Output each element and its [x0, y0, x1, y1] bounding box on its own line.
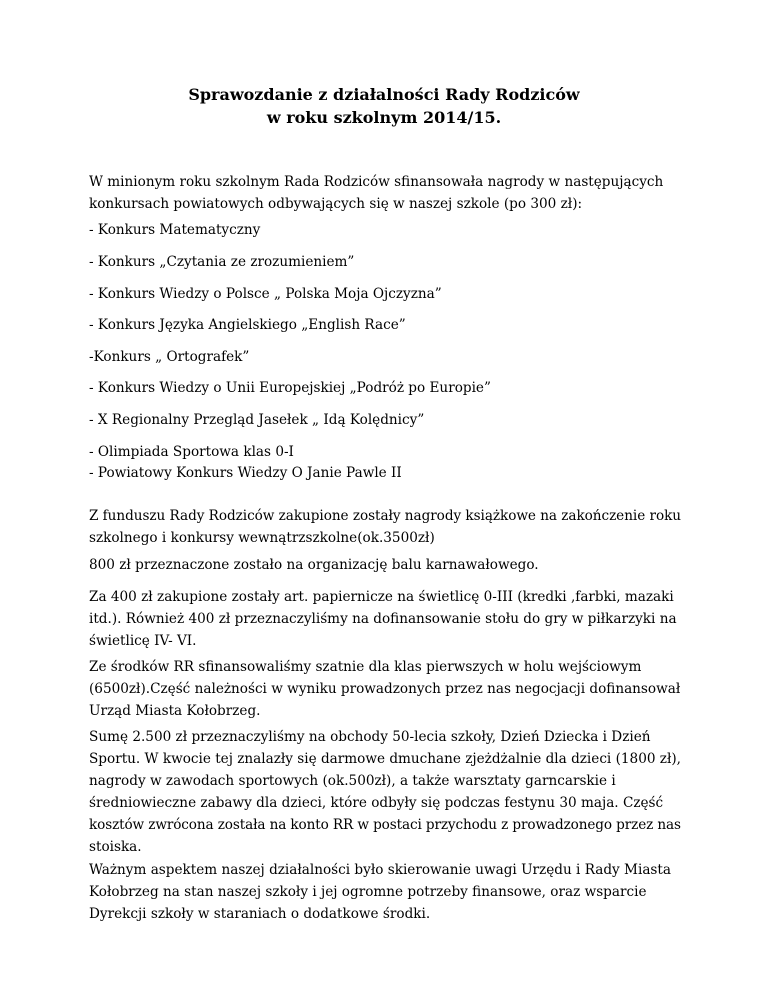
books-line-1: Z funduszu Rady Rodziców zakupione zostały nagrody książkowe na zakończenie roku	[89, 508, 681, 524]
stationery-line-1: Za 400 zł zakupione zostały art. papiernicze na świetlicę 0-III (kredki ,farbki, mazaki	[89, 589, 674, 605]
title-line-1: Sprawozdanie z działalności Rady Rodziców	[188, 85, 580, 104]
cloakroom-line-1: Ze środków RR sfinansowaliśmy szatnie dla klas pierwszych w holu wejściowym	[89, 659, 642, 675]
anniversary-line-3: nagrody w zawodach sportowych (ok.500zł), a także warsztaty garncarskie i	[89, 773, 616, 789]
anniversary-line-2: Sportu. W kwocie tej znalazły się darmowe dmuchane zjeżdżalnie dla dzieci (1800 zł),	[89, 751, 681, 767]
stationery-paragraph	[89, 586, 681, 652]
books-paragraph	[89, 505, 681, 549]
anniversary-paragraph	[89, 726, 681, 858]
closing-paragraph	[89, 859, 681, 925]
contest-item: - Konkurs Języka Angielskiego „English Race”	[89, 317, 406, 333]
anniversary-line-5: kosztów zwrócona została na konto RR w postaci przychodu z prowadzonego przez nas	[89, 817, 681, 833]
intro-paragraph	[89, 171, 681, 215]
cloakroom-paragraph	[89, 656, 681, 722]
contest-item: - Konkurs Matematyczny	[89, 222, 261, 238]
closing-line-3: Dyrekcji szkoły w staraniach o dodatkowe środki.	[89, 906, 431, 922]
books-line-2: szkolnego i konkursy wewnątrzszkolne(ok.3500zł)	[89, 530, 435, 546]
contest-item: - Powiatowy Konkurs Wiedzy O Janie Pawle II	[89, 465, 402, 481]
stationery-line-3: świetlicę IV- VI.	[89, 633, 197, 649]
carnival-paragraph	[89, 554, 681, 576]
anniversary-line-6: stoiska.	[89, 839, 142, 855]
cloakroom-line-2: (6500zł).Część należności w wyniku prowadzonych przez nas negocjacji dofinansował	[89, 681, 681, 697]
contest-item: - Olimpiada Sportowa klas 0-I	[89, 444, 294, 460]
page-title	[0, 83, 768, 129]
closing-line-2: Kołobrzeg na stan naszej szkoły i jej ogromne potrzeby finansowe, oraz wsparcie	[89, 884, 647, 900]
anniversary-line-1: Sumę 2.500 zł przeznaczyliśmy na obchody 50-lecia szkoły, Dzień Dziecka i Dzień	[89, 729, 651, 745]
contest-item: - Konkurs Wiedzy o Unii Europejskiej „Podróż po Europie”	[89, 380, 491, 396]
anniversary-line-4: średniowieczne zabawy dla dzieci, które odbyły się podczas festynu 30 maja. Część	[89, 795, 664, 811]
cloakroom-line-3: Urząd Miasta Kołobrzeg.	[89, 703, 261, 719]
intro-line-1: W minionym roku szkolnym Rada Rodziców sfinansowała nagrody w następujących	[89, 174, 664, 190]
intro-line-2: konkursach powiatowych odbywających się w naszej szkole (po 300 zł):	[89, 196, 583, 212]
contest-item: - Konkurs „Czytania ze zrozumieniem”	[89, 254, 355, 270]
contest-item: - X Regionalny Przegląd Jasełek „ Idą Kolędnicy”	[89, 412, 425, 428]
carnival-line-1: 800 zł przeznaczone zostało na organizację balu karnawałowego.	[89, 557, 539, 573]
contest-item: - Konkurs Wiedzy o Polsce „ Polska Moja Ojczyzna”	[89, 286, 442, 302]
stationery-line-2: itd.). Również 400 zł przeznaczyliśmy na dofinansowanie stołu do gry w piłkarzyki na	[89, 611, 677, 627]
title-line-2: w roku szkolnym 2014/15.	[266, 108, 502, 127]
contest-item: -Konkurs „ Ortografek”	[89, 349, 250, 365]
closing-line-1: Ważnym aspektem naszej działalności było skierowanie uwagi Urzędu i Rady Miasta	[89, 862, 671, 878]
